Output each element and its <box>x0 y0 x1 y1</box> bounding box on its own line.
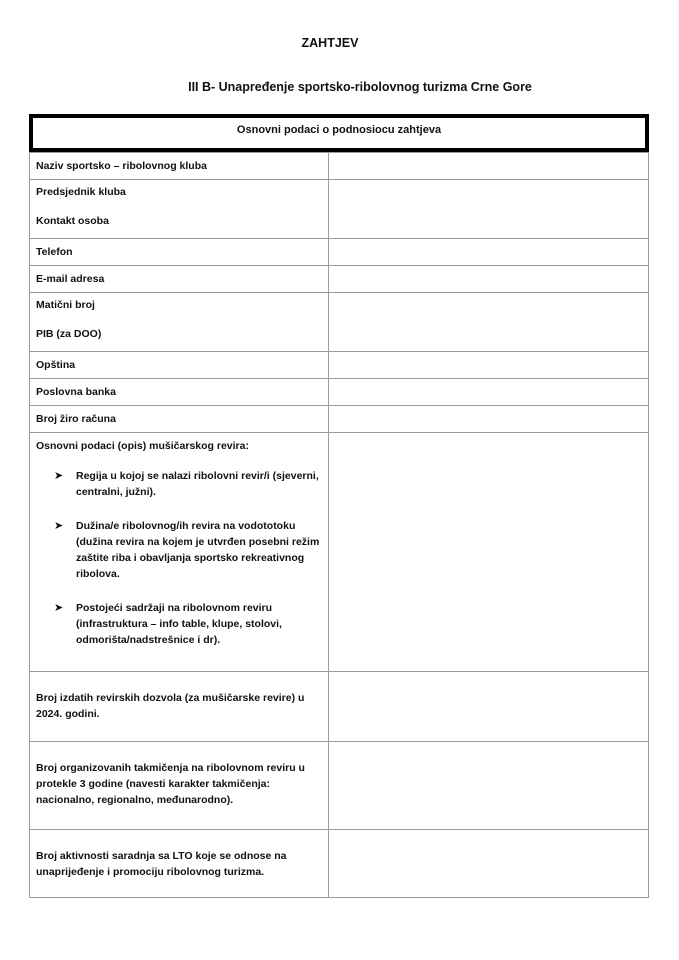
revir-bullet-list <box>36 468 322 648</box>
bullet-facilities: Postojeći sadržaji na ribolovnom reviru (infrastruktura – info table, klupe, stolovi, odmorišta/nadstrešnice i dr). <box>76 602 282 646</box>
field-revir-description[interactable] <box>329 433 649 672</box>
document-subtitle: III B- Unapređenje sportsko-ribolovnog turizma Crne Gore <box>188 80 532 94</box>
label-registration-pib <box>30 293 329 352</box>
label-contact-person: Kontakt osoba <box>36 215 109 227</box>
label-bank: Poslovna banka <box>30 379 329 406</box>
field-phone[interactable] <box>329 239 649 266</box>
arrowhead-right-icon: ➤ <box>54 470 64 482</box>
field-lto-cooperation[interactable] <box>329 830 649 898</box>
label-account-number: Broj žiro računa <box>30 406 329 433</box>
field-permits-issued[interactable] <box>329 672 649 742</box>
field-account-number[interactable] <box>329 406 649 433</box>
revir-description-cell <box>30 433 329 672</box>
label-email: E-mail adresa <box>30 266 329 293</box>
field-president-contact[interactable] <box>329 180 649 239</box>
label-permits-issued: Broj izdatih revirskih dozvola (za mušičarske revire) u 2024. godini. <box>30 672 329 742</box>
label-lto-cooperation: Broj aktivnosti saradnja sa LTO koje se odnose na unaprijeđenje i promociju ribolovnog turizma. <box>30 830 329 898</box>
label-municipality: Opština <box>30 352 329 379</box>
field-competitions[interactable] <box>329 742 649 830</box>
list-item <box>36 518 322 582</box>
label-competitions: Broj organizovanih takmičenja na ribolovnom reviru u protekle 3 godine (navesti karakter takmičenja: nacionalno, regionalno, međunarodno). <box>30 742 329 830</box>
label-revir-heading: Osnovni podaci (opis) mušičarskog revira: <box>36 440 249 452</box>
arrowhead-right-icon: ➤ <box>54 602 64 614</box>
list-item <box>36 600 322 648</box>
arrowhead-right-icon: ➤ <box>54 520 64 532</box>
label-president-contact <box>30 180 329 239</box>
applicant-form-table <box>29 152 649 898</box>
label-phone: Telefon <box>30 239 329 266</box>
list-item <box>36 468 322 500</box>
label-registration-number: Matični broj <box>36 299 95 311</box>
field-municipality[interactable] <box>329 352 649 379</box>
label-pib: PIB (za DOO) <box>36 328 102 340</box>
field-bank[interactable] <box>329 379 649 406</box>
section-header: Osnovni podaci o podnosiocu zahtjeva <box>29 114 649 152</box>
bullet-length: Dužina/e ribolovnog/ih revira na vodototoku (dužina revira na kojem je utvrđen posebni režim zaštite riba i obavljanja sportsko rekreativnog ribolova. <box>76 520 320 580</box>
label-club-name: Naziv sportsko – ribolovnog kluba <box>30 153 329 180</box>
field-club-name[interactable] <box>329 153 649 180</box>
bullet-region: Regija u kojoj se nalazi ribolovni revir/i (sjeverni, centralni, južni). <box>76 470 319 498</box>
document-title: ZAHTJEV <box>301 36 359 50</box>
field-email[interactable] <box>329 266 649 293</box>
field-registration-pib[interactable] <box>329 293 649 352</box>
label-president: Predsjednik kluba <box>36 186 126 198</box>
